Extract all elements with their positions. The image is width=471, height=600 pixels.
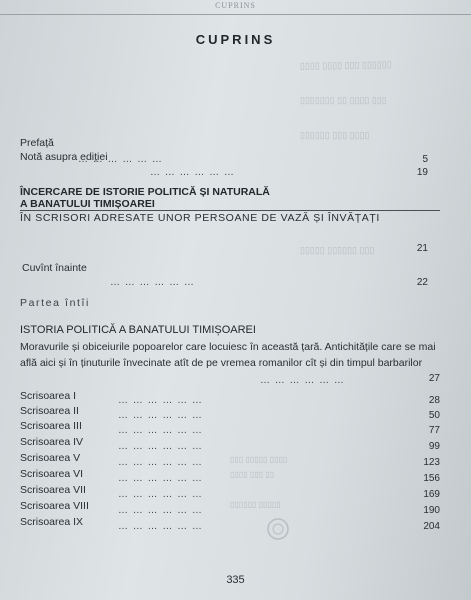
toc-entry-preface: Prefață — [20, 137, 54, 149]
essay-subtitle: ÎN SCRISORI ADRESATE UNOR PERSOANE DE VAZĂ ȘI ÎNVĂȚAȚI — [20, 212, 380, 224]
toc-entry-letter-1: Scrisoarea I — [20, 390, 77, 402]
toc-entry-letter-5: Scrisoarea V — [20, 452, 81, 464]
toc-entry-letter-8: Scrisoarea VIII — [20, 500, 89, 512]
leader-dots: … … … … … … — [118, 473, 203, 484]
leader-dots: … … … … … … — [118, 457, 203, 468]
toc-entry-letter-6: Scrisoarea VI — [20, 468, 84, 480]
toc-entry-edition-note: Notă asupra ediției — [20, 151, 108, 163]
title-underline — [20, 210, 440, 211]
bleed-through-text: ▯▯▯▯ ▯▯▯▯ ▯▯▯ ▯▯▯▯▯▯ — [299, 59, 392, 71]
toc-page-essay-subtitle: 21 — [416, 243, 428, 254]
essay-title — [20, 186, 270, 210]
bleed-through-text: ▯▯▯▯▯▯ ▯▯▯ ▯▯▯▯ — [300, 130, 370, 140]
toc-entry-letter-4: Scrisoarea IV — [20, 436, 84, 448]
leader-dots: … … … … … … — [78, 154, 163, 165]
leader-dots: … … … … … … — [118, 425, 203, 436]
toc-entry-letter-7: Scrisoarea VII — [20, 484, 86, 496]
toc-entry-letter-2: Scrisoarea II — [20, 405, 79, 417]
toc-page-foreword: 22 — [416, 277, 428, 288]
toc-entry-letter-3: Scrisoarea III — [20, 420, 82, 432]
toc-page-preface: 5 — [422, 154, 428, 165]
page-title: CUPRINS — [195, 32, 276, 47]
bleed-through-text: ▯▯▯▯ ▯▯▯ ▯▯ — [230, 470, 275, 479]
bleed-through-stamp — [266, 517, 290, 541]
bleed-through-text: ▯▯▯ ▯▯▯▯▯ ▯▯▯▯ — [230, 455, 288, 464]
page-number: 335 — [226, 574, 245, 586]
toc-entry-foreword: Cuvînt înainte — [22, 262, 87, 274]
leader-dots: … … … … … … — [110, 277, 195, 288]
leader-dots: … … … … … … — [118, 505, 203, 516]
bleed-through-text: ▯▯▯▯▯ ▯▯▯▯▯▯ ▯▯▯ — [300, 245, 375, 255]
leader-dots: … … … … … … — [118, 395, 203, 406]
essay-title-line-2: A BANATULUI TIMIȘOAREI — [20, 198, 155, 210]
leader-dots: … … … … … … — [118, 489, 203, 500]
toc-page-letter-3: 77 — [428, 425, 440, 436]
leader-dots: … … … … … … — [118, 521, 203, 532]
leader-dots: … … … … … … — [118, 441, 203, 452]
toc-page-letter-9: 204 — [423, 521, 440, 532]
toc-page-section-description: 27 — [428, 373, 440, 384]
part-heading: Partea întîi — [20, 297, 90, 309]
toc-entry-letter-9: Scrisoarea IX — [20, 516, 84, 528]
bleed-through-text: ▯▯▯▯▯▯▯ ▯▯ ▯▯▯▯ ▯▯▯ — [300, 95, 387, 105]
leader-dots: … … … … … … — [118, 410, 203, 421]
leader-dots: … … … … … … — [260, 375, 345, 386]
section-title: ISTORIA POLITICĂ A BANATULUI TIMIȘOAREI — [20, 324, 256, 336]
bleed-through-text: ▯▯▯▯▯▯ ▯▯▯▯▯ — [230, 500, 281, 509]
toc-page-letter-2: 50 — [428, 410, 440, 421]
running-head: CUPRINS — [0, 0, 471, 15]
toc-page-edition-note: 19 — [416, 167, 428, 178]
toc-page-letter-6: 156 — [423, 473, 440, 484]
toc-page-letter-7: 169 — [423, 489, 440, 500]
toc-page-letter-8: 190 — [423, 505, 440, 516]
section-description: Moravurile și obiceiurile popoarelor care locuiesc în această țară. Antichitățile care se mai află aici și în ținuturile învecinate atît de pe vremea romanilor cît și din timpul barbarilor — [20, 341, 436, 369]
toc-page-letter-4: 99 — [428, 441, 440, 452]
essay-title-line-1: ÎNCERCARE DE ISTORIE POLITICĂ ȘI NATURALĂ — [20, 186, 270, 198]
toc-page-letter-5: 123 — [423, 457, 440, 468]
toc-page-letter-1: 28 — [428, 395, 440, 406]
leader-dots: … … … … … … — [150, 167, 235, 178]
